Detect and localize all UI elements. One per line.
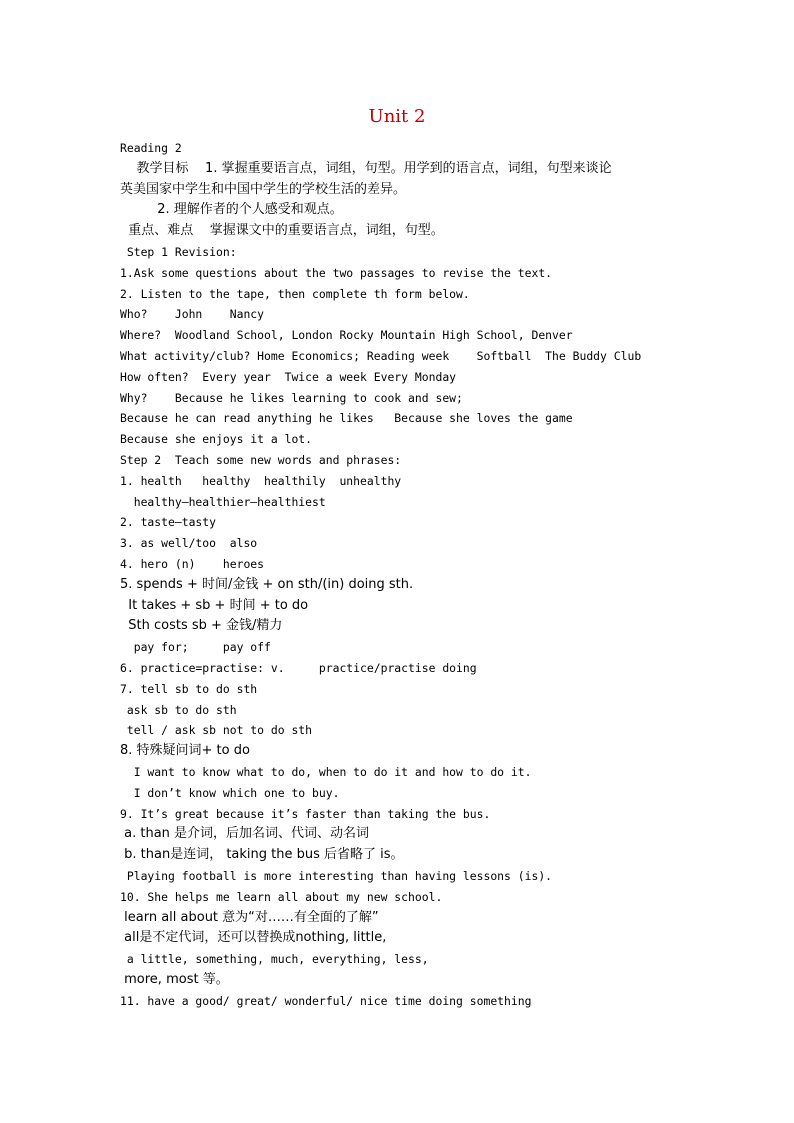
- text-line: 5. spends + 时间/金钱 + on sth/(in) doing sth.: [120, 576, 414, 592]
- text-line: Because she enjoys it a lot.: [120, 432, 313, 447]
- text-line: 2. taste—tasty: [120, 515, 217, 530]
- text-line: Where? Woodland School, London Rocky Mountain High School, Denver: [120, 328, 573, 343]
- text-line: 英美国家中学生和中国中学生的学校生活的差异。: [120, 181, 407, 197]
- text-line: a little, something, much, everything, less,: [120, 952, 429, 967]
- text-line: Because he can read anything he likes Because she loves the game: [120, 411, 573, 426]
- text-line: I want to know what to do, when to do it and how to do it.: [120, 765, 532, 779]
- text-line: Why? Because he likes learning to cook and sew;: [120, 390, 463, 405]
- text-line: 7. tell sb to do sth: [120, 681, 258, 696]
- text-line: Who? John Nancy: [120, 307, 265, 322]
- text-line: 重点、难点 掌握课文中的重要语言点，词组，句型。: [120, 223, 444, 239]
- text-line: 10. She helps me learn all about my new school.: [120, 889, 443, 904]
- text-line: 1. health healthy healthily unhealthy: [120, 473, 402, 488]
- text-line: Sth costs sb + 金钱/精力: [120, 618, 283, 634]
- text-line: 6. practice=practise: v. practice/practise doing: [120, 661, 477, 675]
- text-line: 2. Listen to the tape, then complete th form below.: [120, 286, 470, 301]
- text-line: Reading 2: [120, 141, 182, 155]
- text-line: Step 1 Revision:: [120, 245, 237, 259]
- text-line: 11. have a good/ great/ wonderful/ nice time doing something: [120, 993, 532, 1008]
- text-line: 9. It’s great because it’s faster than taking the bus.: [120, 806, 491, 821]
- text-line: Playing football is more interesting than having lessons (is).: [120, 869, 553, 883]
- text-line: Step 2 Teach some new words and phrases:: [120, 453, 402, 467]
- text-line: more, most 等。: [120, 972, 229, 987]
- text-line: How often? Every year Twice a week Every Monday: [120, 369, 457, 384]
- text-line: ask sb to do sth: [120, 702, 237, 717]
- text-line: 教学目标 1. 掌握重要语言点，词组，句型。用学到的语言点，词组，句型来谈论: [120, 160, 612, 176]
- text-line: 1.Ask some questions about the two passages to revise the text.: [120, 265, 553, 280]
- text-line: I don’t know which one to buy.: [120, 785, 340, 800]
- text-line: b. than是连词， taking the bus 后省略了 is。: [120, 847, 404, 863]
- text-line: all是不定代词，还可以替换成nothing, little,: [120, 930, 387, 946]
- text-line: healthy—healthier—healthiest: [120, 494, 326, 509]
- text-line: 4. hero (n) heroes: [120, 557, 265, 571]
- text-line: 2. 理解作者的个人感受和观点。: [120, 202, 343, 218]
- text-line: It takes + sb + 时间 + to do: [120, 597, 309, 613]
- text-line: learn all about 意为“对……有全面的了解”: [120, 909, 379, 925]
- text-line: a. than 是介词，后加名词、代词、动名词: [120, 826, 370, 842]
- text-line: tell / ask sb not to do sth: [120, 723, 313, 738]
- text-line: What activity/club? Home Economics; Reading week Softball The Buddy Club: [120, 349, 642, 363]
- text-line: 8. 特殊疑问词+ to do: [120, 743, 250, 759]
- text-line: pay for; pay off: [120, 640, 271, 655]
- text-line: 3. as well/too also: [120, 536, 258, 551]
- page-title: Unit 2: [368, 106, 426, 127]
